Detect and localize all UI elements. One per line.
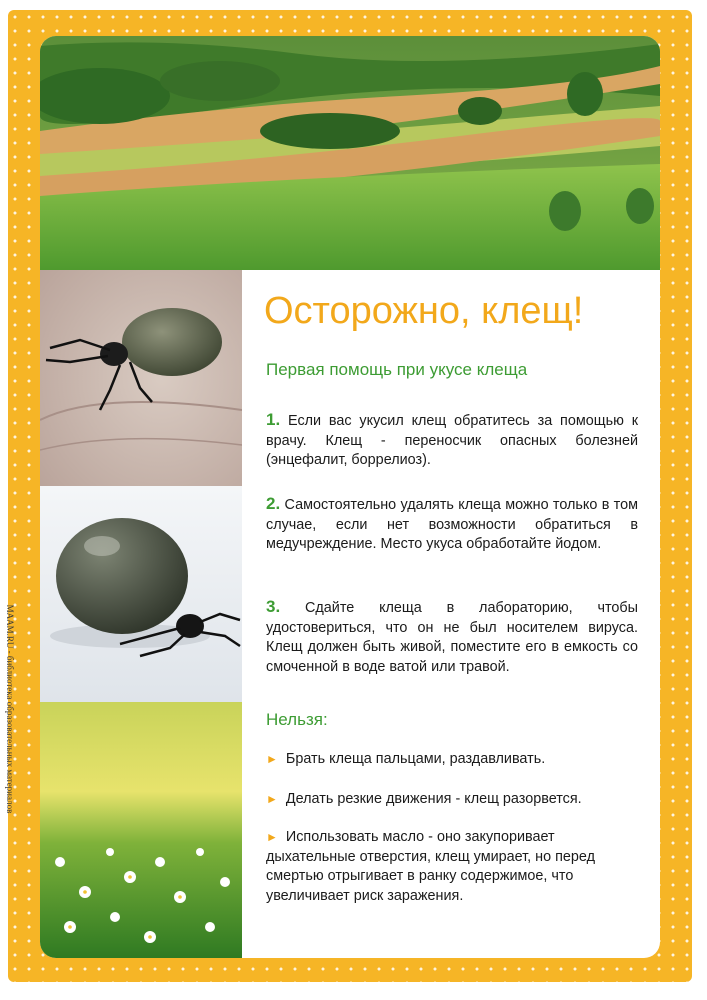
engorged-tick-photo [40, 486, 242, 702]
forbidden-item [266, 750, 638, 770]
poster-card [40, 36, 660, 958]
step-text: Самостоятельно удалять клеща можно только в том случае, если нет возможности обратиться в медучреждение. Место укуса обработайте йодом. [266, 497, 638, 553]
source-watermark: MAAM.RU - библиотека образовательных материалов [5, 604, 15, 814]
forbidden-item [266, 790, 638, 810]
triangle-right-icon: ► [266, 830, 278, 844]
first-aid-step-3 [266, 597, 638, 678]
step-text: Если вас укусил клещ обратитесь за помощью к врачу. Клещ - переносчик опасных болезней (энцефалит, боррелиоз). [266, 413, 638, 469]
forbidden-item-text: Брать клеща пальцами, раздавливать. [285, 751, 546, 767]
triangle-right-icon: ► [266, 752, 278, 766]
forbidden-item [266, 828, 638, 907]
poster-subtitle: Первая помощь при укусе клеща [266, 360, 528, 379]
forbidden-item-text: Делать резкие движения - клещ разорвется. [285, 791, 582, 807]
forbidden-item-text: Использовать масло - оно закупоривает дыхательные отверстия, клещ умирает, но перед смертью отрыгивает в ранку содержимое, что увеличивает риск заражения. [266, 829, 596, 905]
tick-on-hand-photo [40, 270, 242, 486]
landscape-photo [40, 36, 660, 270]
step-text: Сдайте клеща в лабораторию, чтобы удостовериться, что он не был носителем вируса. Клещ должен быть живой, поместите его в емкость со смоченной в воде ватой или травой. [266, 600, 638, 676]
first-aid-step-1 [266, 410, 638, 471]
triangle-right-icon: ► [266, 792, 278, 806]
step-number: 3. [266, 597, 281, 616]
poster-title: Осторожно, клещ! [264, 290, 584, 332]
step-number: 1. [266, 410, 281, 429]
forbidden-heading: Нельзя: [266, 710, 328, 729]
meadow-photo [40, 702, 242, 958]
first-aid-step-2 [266, 494, 638, 555]
step-number: 2. [266, 494, 281, 513]
